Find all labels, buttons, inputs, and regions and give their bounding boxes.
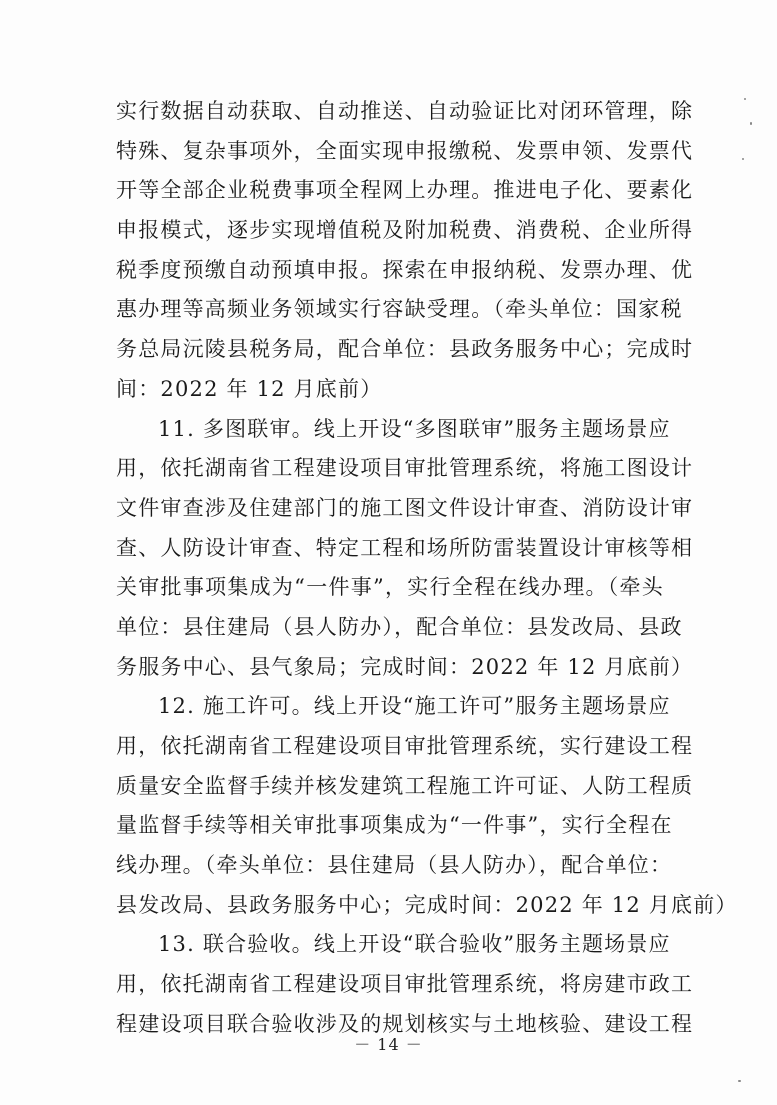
text-line: 关审批事项集成为“一件事”，实行全程在线办理。（牵头	[116, 575, 664, 600]
text-line: 单位：县住建局（县人防办），配合单位：县发改局、县政	[116, 614, 683, 639]
text-line: 开等全部企业税费事项全程网上办理。推进电子化、要素化	[116, 178, 694, 203]
text-line: 惠办理等高频业务领域实行容缺受理。（牵头单位：国家税	[116, 297, 683, 322]
text-line: 间：2022 年 12 月底前）	[116, 376, 383, 401]
text-line: 申报模式，逐步实现增值税及附加税费、消费税、企业所得	[116, 218, 694, 243]
page-number: － 14 －	[354, 1035, 423, 1054]
scan-speck	[742, 158, 744, 160]
scan-speck	[750, 122, 752, 125]
section-heading-line: 11. 多图联审。线上开设“多图联审”服务主题场景应	[158, 416, 671, 441]
scan-speck	[744, 98, 746, 100]
text-line: 程建设项目联合验收涉及的规划核实与土地核验、建设工程	[116, 1011, 694, 1036]
text-line: 查、人防设计审查、特定工程和场所防雷装置设计审核等相	[116, 535, 694, 560]
text-line: 特殊、复杂事项外，全面实现申报缴税、发票申领、发票代	[116, 138, 694, 163]
text-line: 务服务中心、县气象局；完成时间：2022 年 12 月底前）	[116, 654, 694, 679]
text-line: 县发改局、县政务服务中心；完成时间：2022 年 12 月底前）	[116, 892, 738, 917]
body-text	[116, 92, 738, 1045]
scan-speck	[738, 1080, 741, 1082]
text-line: 线办理。（牵头单位：县住建局（县人防办），配合单位：	[116, 853, 673, 878]
text-line: 用，依托湖南省工程建设项目审批管理系统，将房建市政工	[116, 972, 694, 997]
text-line: 务总局沅陵县税务局，配合单位：县政务服务中心；完成时	[116, 337, 694, 362]
section-heading-line: 13. 联合验收。线上开设“联合验收”服务主题场景应	[158, 932, 671, 957]
text-line: 用，依托湖南省工程建设项目审批管理系统，实行建设工程	[116, 734, 694, 758]
section-heading-line: 12. 施工许可。线上开设“施工许可”服务主题场景应	[158, 694, 671, 719]
text-line: 税季度预缴自动预填申报。探索在申报纳税、发票办理、优	[116, 257, 694, 282]
text-line: 量监督手续等相关审批事项集成为“一件事”，实行全程在	[116, 813, 673, 838]
text-line: 文件审查涉及住建部门的施工图文件设计审查、消防设计审	[116, 495, 694, 520]
text-line: 用，依托湖南省工程建设项目审批管理系统，将施工图设计	[116, 456, 694, 481]
text-line: 质量安全监督手续并核发建筑工程施工许可证、人防工程质	[116, 773, 694, 798]
text-line: 实行数据自动获取、自动推送、自动验证比对闭环管理，除	[116, 99, 694, 123]
